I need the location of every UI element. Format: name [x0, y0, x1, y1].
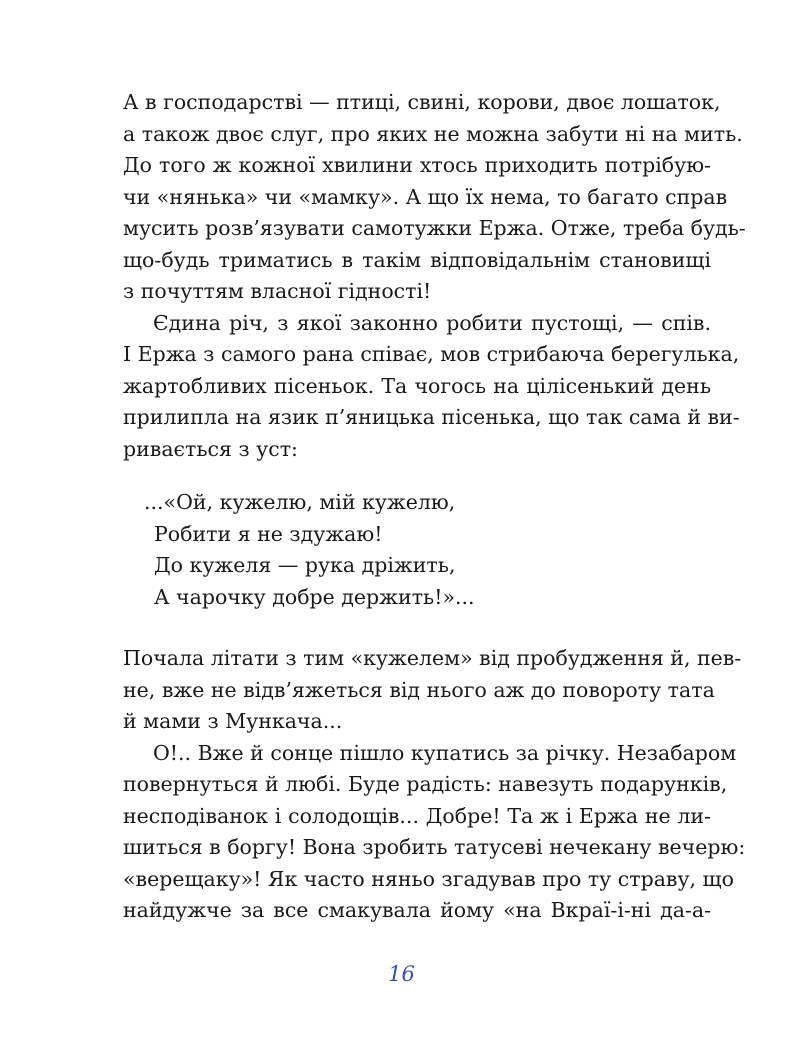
- verse-line: До кужеля — рука дріжить,: [154, 553, 456, 577]
- text-line: прилипла на язик п’яницька пісенька, що так сама й ви-: [123, 405, 740, 429]
- text-line: До того ж кожної хвилини хтось приходить потрібую-: [123, 153, 711, 177]
- text-line: й мами з Мункача...: [123, 709, 343, 733]
- bottom-text-block: [123, 643, 746, 927]
- text-line: Єдина річ, з якої законно робити пустощі, — спів.: [153, 310, 711, 335]
- text-line: Почала літати з тим «кужелем» від пробудження й, пев-: [123, 646, 742, 670]
- text-line: повернуться й любі. Буде радість: навезуть подарунків,: [123, 772, 728, 796]
- text-line: несподіванок і солодощів... Добре! Та ж і Ержа не ли-: [123, 803, 711, 828]
- text-line: мусить розв’язувати самотужки Ержа. Отже, треба будь-: [123, 216, 746, 240]
- text-line: найдужче за все смакувала йому «на Вкраї-і-ні да-а-: [123, 898, 711, 922]
- text-line: А в господарстві — птиці, свині, корови, двоє лошаток,: [123, 90, 721, 114]
- text-line: чи «нянька» чи «мамку». А що їх нема, то багато справ: [123, 184, 728, 209]
- verse-line: ...«Ой, кужелю, мій кужелю,: [144, 490, 456, 514]
- text-line: «верещаку»! Як часто няньо згадував про ту страву, що: [123, 866, 734, 891]
- verse-line: А чарочку добре держить!»...: [154, 584, 475, 609]
- page-number: 16: [388, 962, 415, 986]
- text-line: жартобливих пісеньок. Та чогось на цілісенький день: [123, 373, 711, 398]
- top-text-block: [123, 87, 746, 465]
- verse-line: Робити я не здужаю!: [154, 521, 383, 546]
- text-line: І Ержа з самого рана співає, мов стрибаюча берегулька,: [123, 342, 740, 366]
- text-line: не, вже не відв’яжеться від нього аж до повороту тата: [123, 677, 715, 702]
- text-line: що-будь триматись в такім відповідальнім становищі: [123, 247, 711, 272]
- text-line: а також двоє слуг, про яких не можна забути ні на мить.: [123, 121, 743, 146]
- text-line: О!.. Вже й сонце пішло купатись за річку. Незабаром: [153, 740, 737, 765]
- verse-block: [123, 487, 711, 613]
- text-line: з почуттям власної гідності!: [123, 279, 432, 303]
- text-line: шиться в боргу! Вона зробить татусеві нечекану вечерю:: [123, 835, 746, 859]
- text-line: ривається з уст:: [123, 436, 298, 461]
